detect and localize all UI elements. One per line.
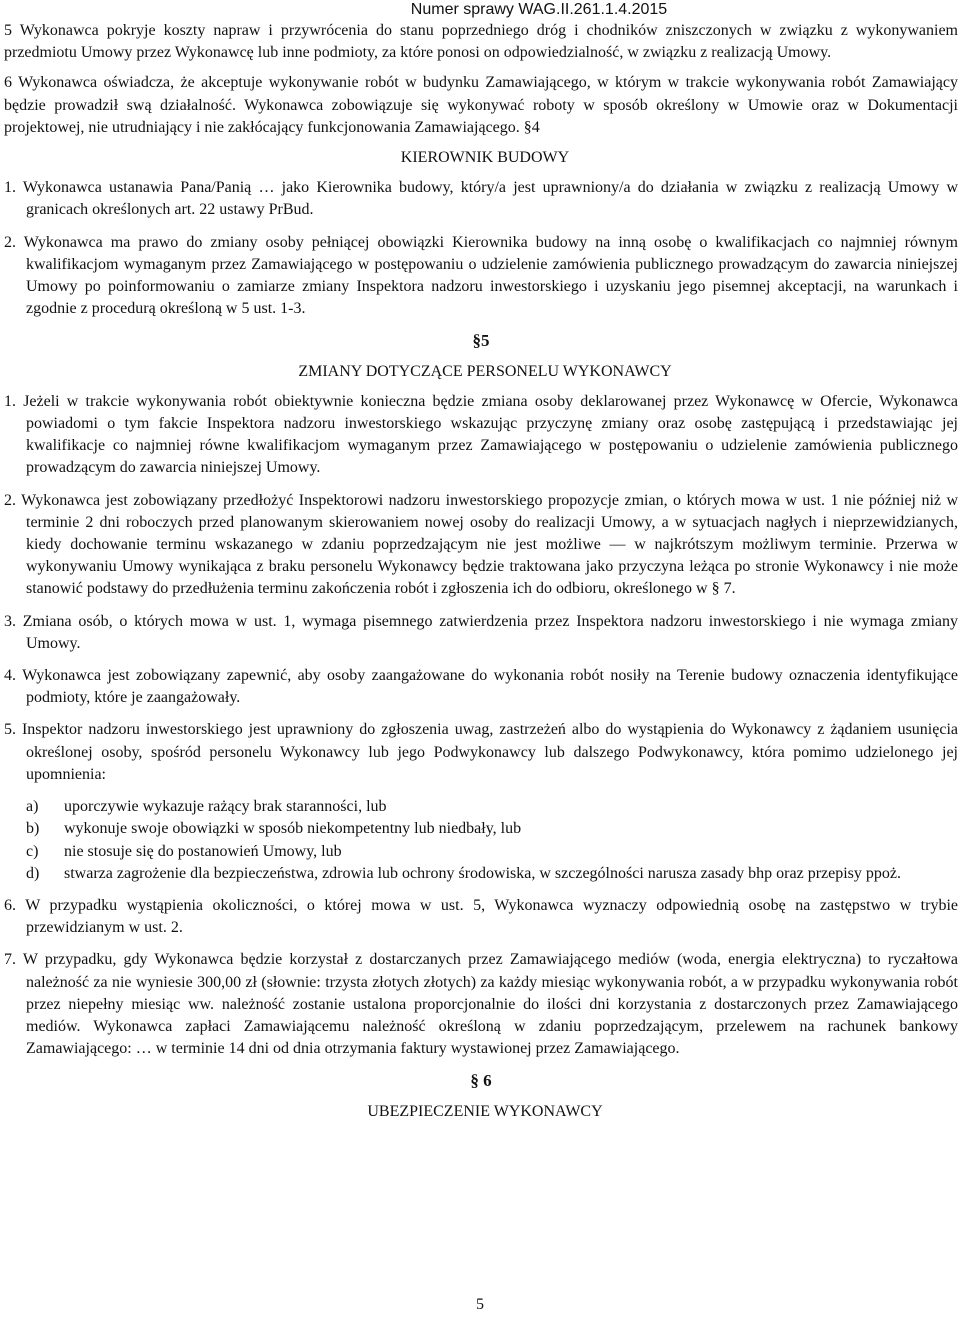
- section-4-title: KIEROWNIK BUDOWY: [400, 149, 570, 167]
- section-5-symbol: §5: [472, 331, 490, 351]
- paragraph-6: 6 Wykonawca oświadcza, że akceptuje wykonywanie robót w budynku Zamawiającego, w którym w trakcie wykonywania robót Zamawiający będzie prowadził swą działalność. Wykonawca zobowiązuje się wykonywać roboty w sposób określony w Umowie oraz w Dokumentacji projektowej, nie utrudniający i nie zakłócający funkcjonowania Zamawiającego. §4: [4, 74, 958, 136]
- list-item: [4, 863, 958, 885]
- list-letter: d): [26, 864, 40, 882]
- list-item: [4, 841, 958, 863]
- case-number-header: Numer sprawy WAG.II.261.1.4.2015: [410, 1, 668, 18]
- list-letter: c): [26, 842, 39, 860]
- section-5-title: ZMIANY DOTYCZĄCE PERSONELU WYKONAWCY: [298, 362, 672, 380]
- section-4-item-1: 1. Wykonawca ustanawia Pana/Panią … jako Kierownika budowy, który/a jest uprawniony/a do działania w związku z realizacją Umowy w granicach określonych art. 22 ustawy PrBud.: [4, 179, 958, 219]
- lettered-list: [4, 796, 958, 885]
- list-text: nie stosuje się do postanowień Umowy, lub: [64, 842, 342, 860]
- section-5-item-5: 5. Inspektor nadzoru inwestorskiego jest uprawniony do zgłoszenia uwag, zastrzeżeń albo do wystąpienia do Wykonawcy z żądaniem usunięcia określonej osoby, spośród personelu Wykonawcy lub jego Podwykonawcy lub dalszego Podwykonawcy, która pomimo udzielonego jej upomnienia:: [4, 721, 958, 783]
- list-item: [4, 796, 958, 818]
- list-letter: b): [26, 820, 40, 838]
- section-5-item-1: 1. Jeżeli w trakcie wykonywania robót obiektywnie konieczna będzie zmiana osoby deklarowanej przez Wykonawcę w Ofercie, Wykonawca powiadomi o tym fakcie Inspektora nadzoru inwestorskiego wskazując przyczynę zmiany oraz osobę zastępującą i przedstawiając jej kwalifikacje co najmniej równe kwalifikacjom wymaganym przez Zamawiającego w postępowaniu o udzielenie zamówienia publicznego prowadzącym do zawarcia niniejszej Umowy.: [4, 392, 958, 477]
- list-text: wykonuje swoje obowiązki w sposób niekompetentny lub niedbały, lub: [64, 820, 522, 838]
- section-5-item-2: 2. Wykonawca jest zobowiązany przedłożyć Inspektorowi nadzoru inwestorskiego propozycje zmian, o których mowa w ust. 1 nie później niż w terminie 2 dni roboczych przed planowanym skierowaniem nowej osoby do realizacji Umowy, a w sytuacjach nagłych i nieprzewidzianych, kiedy dochowanie terminu wskazanego w zdaniu poprzedzającym nie jest możliwe ― w najkrótszym możliwym terminie. Przerwa w wykonywaniu Umowy wynikająca z braku personelu Wykonawcy będzie traktowana jako przyczyna leżąca po stronie Wykonawcy i nie może stanowić podstawy do przedłużenia terminu zakończenia robót i zgłoszenia ich do odbioru, określonego w § 7.: [4, 491, 958, 598]
- list-text: stwarza zagrożenie dla bezpieczeństwa, zdrowia lub ochrony środowiska, w szczególności narusza zasady bhp oraz przepisy ppoż.: [64, 864, 901, 882]
- section-6-title: UBEZPIECZENIE WYKONAWCY: [367, 1102, 603, 1120]
- list-text: uporczywie wykazuje rażący brak staranności, lub: [64, 798, 387, 816]
- page-number: 5: [476, 1296, 484, 1313]
- paragraph-5: 5 Wykonawca pokryje koszty napraw i przywrócenia do stanu poprzedniego dróg i chodników zniszczonych w związku z wykonywaniem przedmiotu Umowy przez Wykonawcę lub inne podmioty, za które ponosi on odpowiedzialność, w związku z realizacją Umowy.: [4, 22, 958, 62]
- section-5-item-3: 3. Zmiana osób, o których mowa w ust. 1, wymaga pisemnego zatwierdzenia przez Inspektora nadzoru inwestorskiego i nie wymaga zmiany Umowy.: [4, 612, 958, 652]
- list-letter: a): [26, 798, 39, 816]
- section-5-item-7: 7. W przypadku, gdy Wykonawca będzie korzystał z dostarczanych przez Zamawiającego mediów (woda, energia elektryczna) to ryczałtowa należność za nie wyniesie 300,00 zł (słownie: trzysta złotych złotych) za każdy miesiąc wykonywania robót, a w przypadku wykonywania robót przez niepełny miesiąc ww. należność zostanie ustalona proporcjonalnie do ilości dni korzystania z dostarczonych przez Zamawiającego mediów. Wykonawca zapłaci Zamawiającemu należność określoną w zdaniu poprzedzającym, przelewem na rachunek bankowy Zamawiającego: … w terminie 14 dni od dnia otrzymania faktury wystawionej przez Zamawiającego.: [4, 951, 958, 1058]
- list-item: [4, 818, 958, 840]
- section-4-item-2: 2. Wykonawca ma prawo do zmiany osoby pełniącej obowiązki Kierownika budowy na inną osobę o kwalifikacjach co najmniej równym kwalifikacjom wymaganym przez Zamawiającego w postępowaniu o udzielenie zamówienia publicznego prowadzącym do zawarcia niniejszej Umowy po poinformowaniu o zamiarze zmiany Inspektora nadzoru inwestorskiego i uzyskaniu jego pisemnej akceptacji, na warunkach i zgodnie z procedurą określoną w 5 ust. 1-3.: [4, 233, 958, 318]
- section-5-item-4: 4. Wykonawca jest zobowiązany zapewnić, aby osoby zaangażowane do wykonania robót nosiły na Terenie budowy oznaczenia identyfikujące podmioty, które je zaangażowały.: [4, 667, 958, 707]
- section-5-item-6: 6. W przypadku wystąpienia okoliczności, o której mowa w ust. 5, Wykonawca wyznaczy odpowiednią osobę na zastępstwo w trybie przewidzianym w ust. 2.: [4, 896, 958, 937]
- document-body: [4, 20, 958, 1123]
- section-6-symbol: § 6: [470, 1071, 492, 1091]
